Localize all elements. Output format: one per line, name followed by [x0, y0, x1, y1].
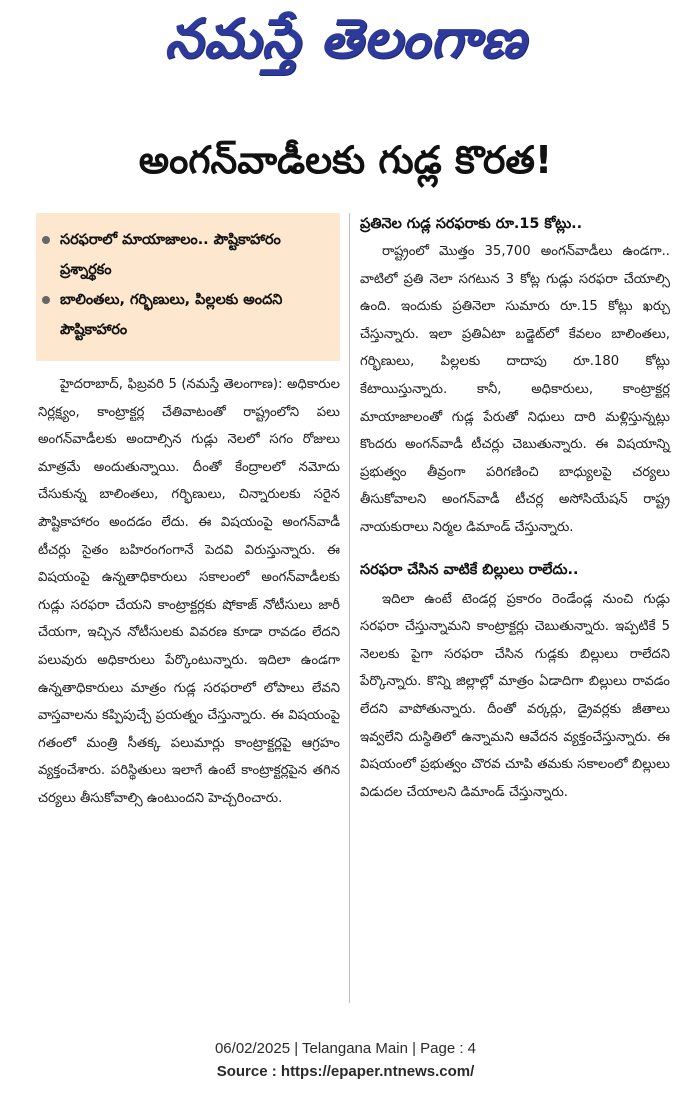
right-column — [360, 216, 670, 806]
masthead-logo: నమస్తే తెలంగాణ — [164, 7, 527, 70]
section1-title: ప్రతినెల గుడ్ల సరఫరాకు రూ.15 కోట్లు.. — [360, 216, 583, 232]
highlight-item — [60, 285, 330, 345]
section2-body: ఇదిలా ఉంటే టెండర్ల ప్రకారం రెండేండ్ల నుంచి గుడ్లు సరఫరా చేస్తున్నామని కాంట్రాక్టర్లు చెబుతున్నారు. ఇప్పటికే 5 నెలలకు పైగా సరఫరా చేసిన గుడ్లకు బిల్లులు రాలేదని పేర్కొన్నారు. కొన్ని జిల్లాల్లో మాత్రం ఏడాదిగా బిల్లులు రావడం లేదని వాపోతున్నారు. దీంతో వర్కర్లు, డ్రైవర్లకు జీతాలు ఇవ్వలేని దుస్థితిలో ఉన్నామని ఆవేదన వ్యక్తంచేస్తున్నారు. ఈ విషయంలో ప్రభుత్వం చొరవ చూపి తమకు సకాలంలో బిల్లులు విడుదల చేయాలని డిమాండ్ చేస్తున్నారు. — [360, 591, 670, 800]
highlight-item — [60, 225, 330, 285]
left-column — [38, 371, 340, 813]
highlight-text: బాలింతలు, గర్భిణులు, పిల్లలకు అందని పౌష్టికాహారం — [60, 292, 283, 338]
highlight-text: సరఫరాలో మాయాజాలం.. పౌష్టికాహారం ప్రశ్నార్థకం — [60, 232, 281, 278]
section1-body: రాష్ట్రంలో మొత్తం 35,700 అంగన్‌వాడీలు ఉండగా.. వాటిలో ప్రతి నెలా సగటున 3 కోట్ల గుడ్లు సరఫరా చేయాల్సి ఉంది. ఇందుకు ప్రతినెలా సుమారు రూ.15 కోట్లు ఖర్చు చేస్తున్నారు. ఇలా ప్రతిఏటా బడ్జెట్‌లో కేవలం బాలింతలు, గర్భిణులు, పిల్లలకు దాదాపు రూ.180 కోట్లు కేటాయిస్తున్నారు. కానీ, అధికారులు, కాంట్రాక్టర్ల మాయాజాలంతో గుడ్ల పేరుతో నిధులు దారి మళ్లిస్తున్నట్లు కొందరు అంగన్‌వాడీ టీచర్లు చెబుతున్నారు. ఈ విషయాన్ని ప్రభుత్వం తీవ్రంగా పరిగణించి బాధ్యులపై చర్యలు తీసుకోవాలని అంగన్‌వాడీ టీచర్ల అసోసియేషన్ రాష్ట్ర నాయకురాలు నిర్మల డిమాండ్ చేస్తున్నారు. — [360, 244, 670, 535]
highlights-list — [60, 225, 330, 345]
footer-source: Source : https://epaper.ntnews.com/ — [216, 1063, 475, 1080]
section2-title: సరఫరా చేసిన వాటికే బిల్లులు రాలేదు.. — [360, 561, 579, 578]
left-column-body: హైదరాబాద్, ఫిబ్రవరి 5 (నమస్తే తెలంగాణ): అధికారుల నిర్లక్ష్యం, కాంట్రాక్టర్ల చేతివాటంతో రాష్ట్రంలోని పలు అంగన్‌వాడీలకు అందాల్సిన గుడ్లు నెలలో సగం రోజులు మాత్రమే అందుతున్నాయి. దీంతో కేంద్రాలలో నమోదు చేసుకున్న బాలింతలు, గర్భిణులు, చిన్నారులకు సరైన పౌష్టికాహారం అందడం లేదు. ఈ విషయంపై అంగన్‌వాడీ టీచర్లు సైతం బహిరంగంగానే పెదవి విరుస్తున్నారు. ఈ విషయంపై ఉన్నతాధికారులు సకాలంలో అంగన్‌వాడీలకు గుడ్లు సరఫరా చేయని కాంట్రాక్టర్లకు షోకాజ్ నోటీసులు జారీ చేయగా, ఇచ్చిన నోటీసులకు వివరణ కూడా రావడం లేదని పలువురు అధికారులు పేర్కొంటున్నారు. ఇదిలా ఉండగా ఉన్నతాధికారులు మాత్రం గుడ్ల సరఫరాలో లోపాలు లేవని వాస్తవాలను కప్పిపుచ్చే ప్రయత్నం చేస్తున్నారు. ఈ విషయంపై గతంలో మంత్రి సీతక్క పలుమార్లు కాంట్రాక్టర్లపై ఆగ్రహం వ్యక్తంచేశారు. పరిస్థితులు ఇలాగే ఉంటే కాంట్రాక్టర్లపైన తగిన చర్యలు తీసుకోవాల్సి ఉంటుందని హెచ్చరించారు. — [38, 377, 340, 806]
bullet-icon — [42, 296, 50, 304]
article-headline: అంగన్‌వాడీలకు గుడ్ల కొరత! — [138, 138, 553, 182]
column-divider — [349, 213, 350, 1003]
highlights-box — [36, 213, 340, 361]
footer-edition: 06/02/2025 | Telangana Main | Page : 4 — [214, 1040, 477, 1057]
bullet-icon — [42, 236, 50, 244]
